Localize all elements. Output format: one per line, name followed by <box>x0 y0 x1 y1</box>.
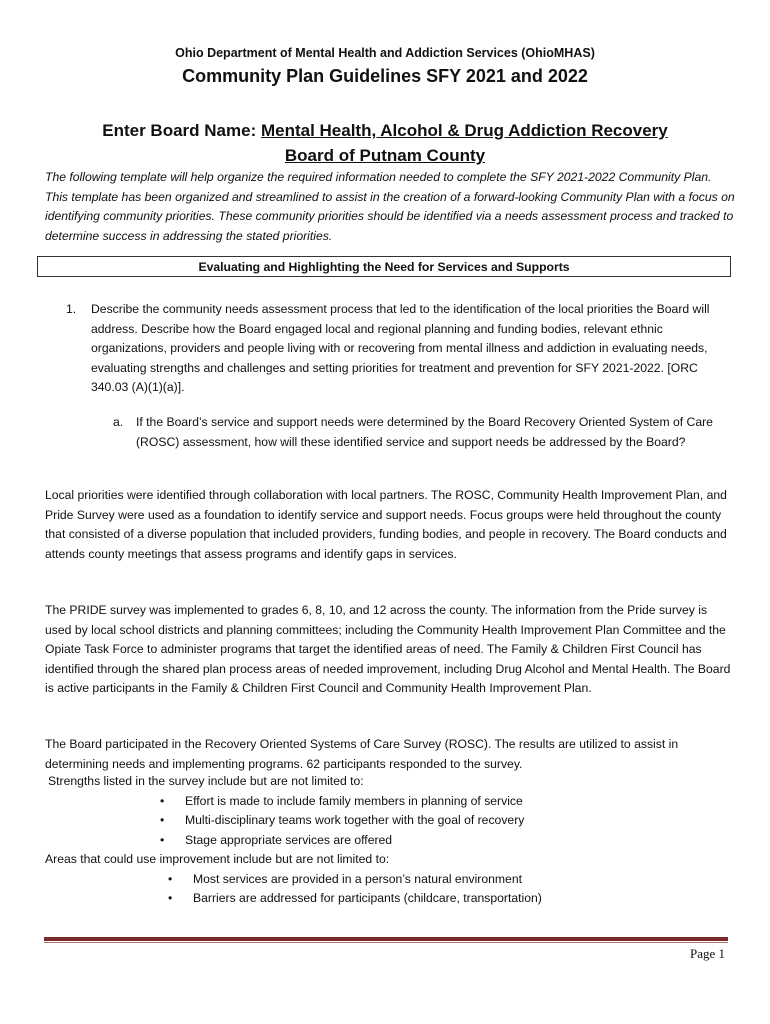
bullet-icon: • <box>160 833 165 847</box>
board-name-line2: Board of Putnam County <box>284 146 486 165</box>
bullet-icon: • <box>168 872 173 886</box>
strength-text: Stage appropriate services are offered <box>185 833 393 847</box>
question-1 <box>66 300 726 398</box>
bullet-icon: • <box>168 891 173 905</box>
strength-text: Multi-disciplinary teams work together with the goal of recovery <box>185 813 525 827</box>
page-number: Page 1 <box>689 946 725 961</box>
footer-divider <box>44 937 728 941</box>
board-name-line1: Mental Health, Alcohol & Drug Addiction Recovery <box>260 121 668 140</box>
answer-paragraph-2: The PRIDE survey was implemented to grades 6, 8, 10, and 12 across the county. The information from the Pride survey is used by local school districts and planning committees; including the Community Health Improvement Plan Committee and the Opiate Task Force to administer programs that target the identified areas of need. The Family & Children First Council has identified through the shared plan process areas of needed improvement, including Drug Alcohol and Mental Health. The Board is active participants in the Family & Children First Council and Community Health Improvement Plan. <box>45 603 731 695</box>
strength-text: Effort is made to include family members in planning of service <box>185 794 523 808</box>
question-1-text: Describe the community needs assessment process that led to the identification of the local priorities the Board will address. Describe how the Board engaged local and regional planning and funding bodies, relevant ethnic organizations, providers and people living with or recovering from mental illness and addiction in evaluating needs, evaluating strengths and challenges and setting priorities for treatment and prevention for SFY 2021-2022. [ORC 340.03 (A)(1)(a)]. <box>91 302 710 394</box>
question-1a-text: If the Board’s service and support needs were determined by the Board Recovery Oriented System of Care (ROSC) assessment, how will these identified service and support needs be addressed by the Board? <box>136 415 713 449</box>
bullet-icon: • <box>160 794 165 808</box>
bullet-icon: • <box>160 813 165 827</box>
question-1a-number: a. <box>113 415 124 429</box>
board-name-block <box>40 118 730 168</box>
improvement-intro: Areas that could use improvement include but are not limited to: <box>45 852 390 866</box>
document-title: Community Plan Guidelines SFY 2021 and 2022 <box>182 66 588 86</box>
strengths-intro: Strengths listed in the survey include but are not limited to: <box>48 774 364 788</box>
improvement-text: Barriers are addressed for participants (childcare, transportation) <box>193 891 542 905</box>
answer-paragraph-3: The Board participated in the Recovery Oriented Systems of Care Survey (ROSC). The results are utilized to assist in determining needs and implementing programs. 62 participants responded to the survey. <box>45 737 679 771</box>
footer-divider-thin <box>44 942 728 943</box>
board-name-prefix: Enter Board Name: <box>102 121 261 140</box>
improvement-text: Most services are provided in a person’s natural environment <box>193 872 523 886</box>
question-1a <box>113 413 713 452</box>
question-1-number: 1. <box>66 302 77 316</box>
intro-paragraph: The following template will help organize the required information needed to complete the SFY 2021-2022 Community Plan. This template has been organized and streamlined to assist in the creation of a forward-looking Community Plan with a focus on identifying community priorities. These community priorities should be identified via a needs assessment process and tracked to determine success in addressing the stated priorities. <box>45 170 735 243</box>
section-heading: Evaluating and Highlighting the Need for Services and Supports <box>37 256 731 277</box>
answer-paragraph-1: Local priorities were identified through collaboration with local partners. The ROSC, Community Health Improvement Plan, and Pride Survey were used as a foundation to identify service and support needs. Focus groups were held throughout the county that consisted of a diverse population that included providers, funding bodies, and people in recovery. The Board conducts and attends county meetings that assess programs and identify gaps in services. <box>45 488 727 561</box>
agency-name: Ohio Department of Mental Health and Addiction Services (OhioMHAS) <box>175 46 595 60</box>
